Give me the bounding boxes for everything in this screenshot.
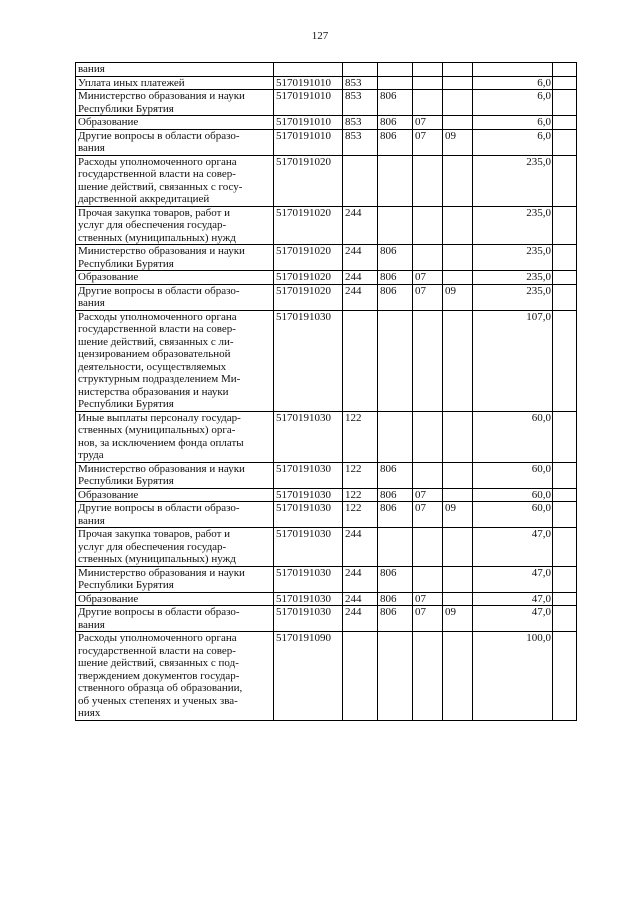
cell-expense-type: 244: [343, 566, 378, 592]
cell-target-code: 5170191010: [274, 76, 343, 90]
cell-item-name: Уплата иных платежей: [76, 76, 274, 90]
cell-amount: 60,0: [473, 488, 553, 502]
cell-target-code: 5170191030: [274, 606, 343, 632]
table-row: [76, 606, 577, 632]
cell-item-name: Другие вопросы в области образо- вания: [76, 129, 274, 155]
table-row: [76, 528, 577, 567]
cell-expense-type: 122: [343, 502, 378, 528]
cell-expense-type: 244: [343, 606, 378, 632]
cell-item-name: Министерство образования и науки Республики Бурятия: [76, 566, 274, 592]
cell-subsection: 09: [443, 129, 473, 155]
table-body: [76, 63, 577, 721]
cell-item-name: Министерство образования и науки Республики Бурятия: [76, 245, 274, 271]
cell-item-name: Другие вопросы в области образо- вания: [76, 606, 274, 632]
cell-extra: [553, 63, 577, 77]
cell-subsection: [443, 155, 473, 206]
table-row: [76, 90, 577, 116]
cell-subsection: [443, 76, 473, 90]
cell-department-code: 806: [378, 90, 413, 116]
cell-extra: [553, 632, 577, 721]
cell-amount: 47,0: [473, 528, 553, 567]
cell-subsection: [443, 566, 473, 592]
cell-extra: [553, 116, 577, 130]
cell-extra: [553, 129, 577, 155]
cell-extra: [553, 566, 577, 592]
cell-target-code: 5170191020: [274, 245, 343, 271]
cell-expense-type: 244: [343, 528, 378, 567]
cell-section: 07: [413, 129, 443, 155]
cell-section: [413, 411, 443, 462]
table-row: [76, 206, 577, 245]
cell-extra: [553, 592, 577, 606]
cell-expense-type: 853: [343, 129, 378, 155]
cell-item-name: Прочая закупка товаров, работ и услуг для обеспечения государ- ственных (муниципальных) нужд: [76, 206, 274, 245]
cell-section: [413, 155, 443, 206]
cell-target-code: 5170191020: [274, 284, 343, 310]
table-row: [76, 155, 577, 206]
table-row: [76, 63, 577, 77]
cell-expense-type: [343, 155, 378, 206]
cell-subsection: [443, 206, 473, 245]
cell-amount: 6,0: [473, 90, 553, 116]
cell-expense-type: [343, 632, 378, 721]
cell-extra: [553, 76, 577, 90]
table-row: [76, 76, 577, 90]
cell-target-code: 5170191030: [274, 488, 343, 502]
cell-item-name: вания: [76, 63, 274, 77]
cell-amount: 6,0: [473, 76, 553, 90]
cell-department-code: 806: [378, 284, 413, 310]
table-row: [76, 284, 577, 310]
cell-department-code: 806: [378, 271, 413, 285]
cell-amount: 100,0: [473, 632, 553, 721]
cell-expense-type: 122: [343, 411, 378, 462]
cell-subsection: [443, 63, 473, 77]
cell-expense-type: 244: [343, 206, 378, 245]
cell-target-code: 5170191030: [274, 592, 343, 606]
cell-extra: [553, 462, 577, 488]
cell-extra: [553, 245, 577, 271]
cell-subsection: 09: [443, 284, 473, 310]
cell-extra: [553, 310, 577, 411]
cell-section: 07: [413, 488, 443, 502]
cell-department-code: 806: [378, 245, 413, 271]
cell-item-name: Расходы уполномоченного органа государственной власти на совер- шение действий, связанных с под- тверждением документов государ- ственного образца об образовании, об ученых степенях и ученых зва- ниях: [76, 632, 274, 721]
table-row: [76, 129, 577, 155]
cell-item-name: Иные выплаты персоналу государ- ственных (муниципальных) орга- нов, за исключением фонда оплаты труда: [76, 411, 274, 462]
table-row: [76, 632, 577, 721]
cell-amount: 235,0: [473, 245, 553, 271]
budget-table: [75, 62, 577, 721]
cell-target-code: 5170191010: [274, 90, 343, 116]
cell-expense-type: [343, 63, 378, 77]
cell-section: [413, 310, 443, 411]
cell-item-name: Министерство образования и науки Республики Бурятия: [76, 462, 274, 488]
cell-department-code: 806: [378, 592, 413, 606]
table-row: [76, 502, 577, 528]
cell-target-code: 5170191010: [274, 129, 343, 155]
cell-amount: [473, 63, 553, 77]
cell-department-code: 806: [378, 502, 413, 528]
cell-expense-type: [343, 310, 378, 411]
cell-expense-type: 244: [343, 284, 378, 310]
cell-section: 07: [413, 116, 443, 130]
cell-subsection: [443, 528, 473, 567]
table-row: [76, 592, 577, 606]
cell-department-code: 806: [378, 129, 413, 155]
cell-subsection: [443, 592, 473, 606]
cell-extra: [553, 488, 577, 502]
cell-department-code: [378, 632, 413, 721]
cell-target-code: 5170191020: [274, 206, 343, 245]
cell-amount: 107,0: [473, 310, 553, 411]
table-row: [76, 462, 577, 488]
cell-amount: 235,0: [473, 271, 553, 285]
cell-section: 07: [413, 271, 443, 285]
cell-extra: [553, 155, 577, 206]
cell-amount: 47,0: [473, 606, 553, 632]
cell-expense-type: 244: [343, 245, 378, 271]
cell-department-code: [378, 411, 413, 462]
table-row: [76, 271, 577, 285]
cell-section: 07: [413, 606, 443, 632]
cell-section: [413, 632, 443, 721]
cell-item-name: Другие вопросы в области образо- вания: [76, 502, 274, 528]
table-row: [76, 488, 577, 502]
cell-subsection: 09: [443, 502, 473, 528]
cell-section: 07: [413, 592, 443, 606]
cell-item-name: Образование: [76, 592, 274, 606]
cell-department-code: [378, 63, 413, 77]
cell-item-name: Образование: [76, 116, 274, 130]
cell-amount: 60,0: [473, 502, 553, 528]
cell-extra: [553, 271, 577, 285]
cell-subsection: [443, 245, 473, 271]
cell-amount: 6,0: [473, 129, 553, 155]
cell-department-code: [378, 76, 413, 90]
cell-target-code: 5170191020: [274, 155, 343, 206]
cell-subsection: [443, 310, 473, 411]
cell-extra: [553, 284, 577, 310]
cell-item-name: Министерство образования и науки Республики Бурятия: [76, 90, 274, 116]
cell-target-code: [274, 63, 343, 77]
cell-section: [413, 245, 443, 271]
cell-department-code: [378, 155, 413, 206]
cell-extra: [553, 606, 577, 632]
table-row: [76, 566, 577, 592]
cell-section: [413, 206, 443, 245]
cell-target-code: 5170191030: [274, 528, 343, 567]
cell-expense-type: 853: [343, 90, 378, 116]
cell-item-name: Образование: [76, 271, 274, 285]
cell-extra: [553, 206, 577, 245]
cell-amount: 47,0: [473, 592, 553, 606]
cell-target-code: 5170191030: [274, 502, 343, 528]
cell-target-code: 5170191090: [274, 632, 343, 721]
cell-subsection: [443, 116, 473, 130]
cell-section: [413, 76, 443, 90]
page-number: 127: [311, 30, 329, 42]
cell-amount: 60,0: [473, 462, 553, 488]
table-row: [76, 116, 577, 130]
cell-department-code: 806: [378, 606, 413, 632]
cell-department-code: 806: [378, 462, 413, 488]
cell-section: [413, 462, 443, 488]
table-row: [76, 245, 577, 271]
cell-amount: 60,0: [473, 411, 553, 462]
cell-extra: [553, 502, 577, 528]
table-row: [76, 310, 577, 411]
cell-target-code: 5170191030: [274, 462, 343, 488]
cell-section: 07: [413, 284, 443, 310]
cell-amount: 235,0: [473, 206, 553, 245]
cell-extra: [553, 411, 577, 462]
cell-subsection: [443, 411, 473, 462]
cell-subsection: [443, 462, 473, 488]
cell-section: [413, 566, 443, 592]
cell-expense-type: 853: [343, 116, 378, 130]
cell-item-name: Расходы уполномоченного органа государственной власти на совер- шение действий, связанных с ли- цензированием образовательной деятельности, осуществляемых структурным подразделением Ми- нистерства образования и науки Республики Бурятия: [76, 310, 274, 411]
cell-item-name: Расходы уполномоченного органа государственной власти на совер- шение действий, связанных с госу- дарственной аккредитацией: [76, 155, 274, 206]
cell-expense-type: 244: [343, 592, 378, 606]
cell-target-code: 5170191030: [274, 566, 343, 592]
cell-department-code: 806: [378, 116, 413, 130]
cell-item-name: Образование: [76, 488, 274, 502]
cell-expense-type: 122: [343, 462, 378, 488]
cell-expense-type: 122: [343, 488, 378, 502]
cell-subsection: [443, 488, 473, 502]
cell-department-code: 806: [378, 566, 413, 592]
cell-target-code: 5170191030: [274, 411, 343, 462]
cell-amount: 235,0: [473, 155, 553, 206]
cell-target-code: 5170191030: [274, 310, 343, 411]
cell-department-code: [378, 310, 413, 411]
cell-section: 07: [413, 502, 443, 528]
cell-subsection: 09: [443, 606, 473, 632]
cell-target-code: 5170191020: [274, 271, 343, 285]
cell-amount: 47,0: [473, 566, 553, 592]
cell-subsection: [443, 90, 473, 116]
cell-subsection: [443, 632, 473, 721]
cell-amount: 235,0: [473, 284, 553, 310]
cell-amount: 6,0: [473, 116, 553, 130]
cell-item-name: Другие вопросы в области образо- вания: [76, 284, 274, 310]
cell-section: [413, 63, 443, 77]
table-row: [76, 411, 577, 462]
cell-expense-type: 244: [343, 271, 378, 285]
cell-section: [413, 528, 443, 567]
cell-section: [413, 90, 443, 116]
cell-department-code: [378, 528, 413, 567]
cell-item-name: Прочая закупка товаров, работ и услуг для обеспечения государ- ственных (муниципальных) нужд: [76, 528, 274, 567]
cell-subsection: [443, 271, 473, 285]
cell-expense-type: 853: [343, 76, 378, 90]
cell-department-code: [378, 206, 413, 245]
cell-target-code: 5170191010: [274, 116, 343, 130]
cell-department-code: 806: [378, 488, 413, 502]
cell-extra: [553, 528, 577, 567]
cell-extra: [553, 90, 577, 116]
